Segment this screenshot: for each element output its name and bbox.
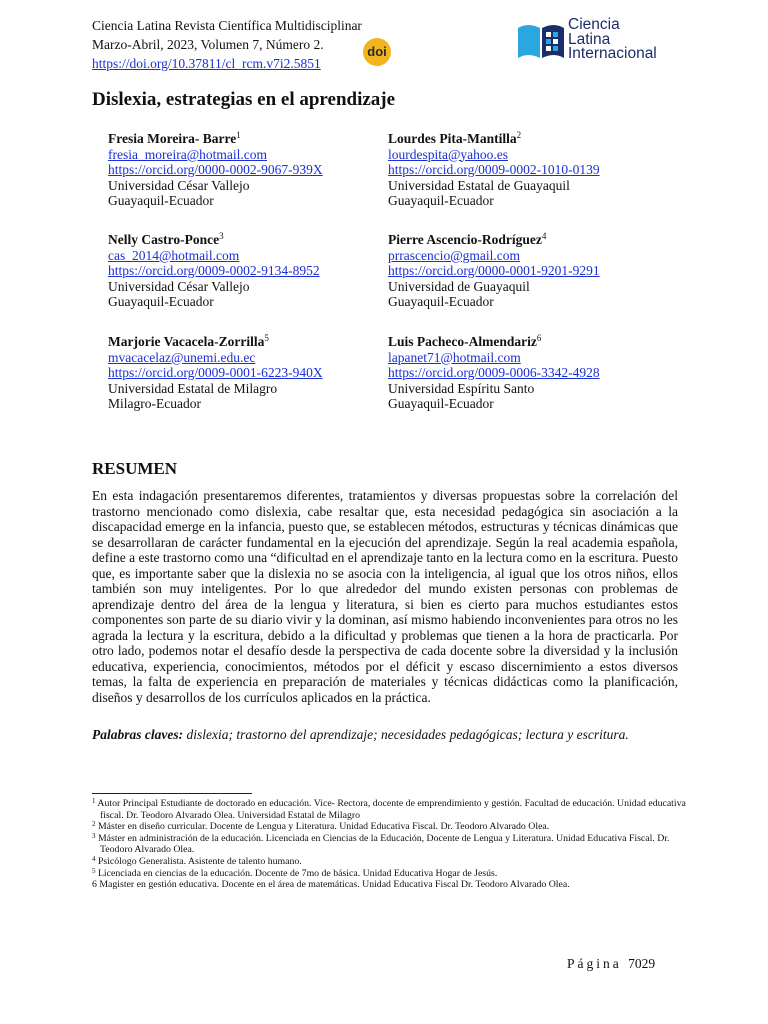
footnote: $^1$ Autor Principal Estudiante de doctorado en educación. Vice- Rectora, docente de emprendimiento y gestión. Facultad de educación. Unidad educativa fiscal. Dr. Teodoro Alvarado Olea. Universidad Estatal de Milagro — [92, 797, 686, 821]
author-affiliation: Universidad Estatal de Guayaquil — [388, 177, 570, 193]
author-footnote-ref: 6 — [536, 333, 542, 343]
author-footnote-ref: 4 — [541, 231, 547, 241]
author-footnote-ref: 2 — [516, 130, 522, 140]
keywords-text: dislexia; trastorno del aprendizaje; necesidades pedagógicas; lectura y escritura. — [183, 727, 629, 742]
page-number-value: 7029 — [628, 956, 656, 971]
author-orcid-link[interactable]: https://orcid.org/0009-0001-6223-940X — [108, 365, 323, 380]
author-email-link[interactable]: mvacacelaz@unemi.edu.ec — [108, 349, 256, 365]
author-name: Luis Pacheco-Almendariz$^6$ — [388, 333, 542, 349]
journal-issue: Marzo-Abril, 2023, Volumen 7, Número 2. — [92, 37, 324, 52]
author-orcid-link[interactable]: https://orcid.org/0009-0002-1010-0139 — [388, 162, 600, 177]
author-block — [388, 232, 688, 310]
author-affiliation: Universidad de Guayaquil — [388, 278, 530, 294]
footnote: $^3$ Máster en administración de la educación. Licenciada en Ciencias de la Educación, Docente de Lengua y Literatura. Unidad Educativa Fiscal. Dr. Teodoro Alvarado Olea. — [92, 831, 670, 856]
journal-name: Ciencia Latina Revista Científica Multidisciplinar — [92, 18, 362, 33]
author-email-link[interactable]: prrascencio@gmail.com — [388, 247, 521, 263]
author-orcid-link[interactable]: https://orcid.org/0009-0002-9134-8952 — [108, 263, 320, 278]
author-footnote-ref: 3 — [219, 231, 224, 241]
page-number — [567, 956, 655, 972]
author-block — [108, 334, 408, 412]
open-book-icon — [516, 20, 566, 60]
ciencia-latina-logo — [516, 14, 686, 64]
doi-link[interactable]: https://doi.org/10.37811/cl_rcm.v7i2.5851 — [92, 56, 321, 71]
author-block — [388, 131, 688, 209]
author-email-link[interactable]: lourdespita@yahoo.es — [388, 146, 509, 162]
keywords — [92, 727, 629, 743]
footnote: 6 Magister en gestión educativa. Docente en el área de matemáticas. Unidad Educativa Fiscal Dr. Teodoro Alvarado Olea. — [92, 879, 570, 891]
author-location: Guayaquil-Ecuador — [388, 396, 494, 411]
footnote: $^2$ Máster en diseño curricular. Docente de Lengua y Literatura. Unidad Educativa Fiscal. Dr. Teodoro Alvarado Olea. — [92, 820, 550, 833]
footnote: $^5$ Licenciada en ciencias de la educación. Docente de 7mo de básica. Unidad Educativa Hogar de Jesús. — [92, 866, 498, 879]
author-email-link[interactable]: cas_2014@hotmail.com — [108, 247, 240, 263]
keywords-label: Palabras claves: — [92, 727, 184, 742]
logo-line-2: Latina — [568, 30, 611, 48]
logo-wordmark — [568, 18, 657, 62]
page-label: Página — [567, 956, 622, 971]
author-location: Guayaquil-Ecuador — [388, 193, 494, 208]
author-name: Marjorie Vacacela-Zorrilla$^5$ — [108, 333, 269, 349]
doi-icon: doi — [363, 38, 391, 66]
footnote: $^4$ Psicólogo Generalista. Asistente de talento humano. — [92, 854, 302, 867]
author-location: Guayaquil-Ecuador — [108, 294, 214, 309]
logo-line-1: Ciencia — [568, 16, 620, 33]
author-email-link[interactable]: lapanet71@hotmail.com — [388, 349, 521, 365]
paper-title: Dislexia, estrategias en el aprendizaje — [92, 89, 396, 110]
footnote-divider — [92, 793, 252, 794]
author-orcid-link[interactable]: https://orcid.org/0000-0002-9067-939X — [108, 162, 323, 177]
author-block — [108, 232, 408, 310]
author-location: Guayaquil-Ecuador — [388, 294, 494, 309]
author-block — [108, 131, 408, 209]
author-affiliation: Universidad Espíritu Santo — [388, 380, 535, 396]
author-footnote-ref: 5 — [264, 333, 269, 343]
author-name: Nelly Castro-Ponce$^3$ — [108, 231, 224, 247]
author-name: Lourdes Pita-Mantilla$^2$ — [388, 130, 522, 146]
author-orcid-link[interactable]: https://orcid.org/0000-0001-9201-9291 — [388, 263, 600, 278]
author-affiliation: Universidad Estatal de Milagro — [108, 380, 278, 396]
abstract-text: En esta indagación presentaremos diferentes, tratamientos y diversas propuestas sobre la correlación del trastorno mencionado como dislexia, cabe resaltar que, esta necesidad pedagógica sin asociación a la discapacidad emerge en la infancia, puesto que, se establecen métodos, estructuras y técnicas dinámicas que se desarrollaran de carácter fundamental en la ejecución del aprendizaje. Según la real academia española, define a este trastorno como una “dificultad en el aprendizaje tanto en la lectura como en la escritura. Puesto que, es importante saber que la dislexia no se asocia con la inteligencia, al igual que los otros niños, ellos también son muy inteligentes. Por lo que alrededor del mundo existen personas con problemas de aprendizaje dentro del área de la lengua y literatura, si bien es cierto para muchos estudiantes estos componentes son parte de su diario vivir y la dominan, así mismo habiendo inconvenientes para otros no les agrada la lectura y la escritura, debido a la dificultad y problemas que tienen a la hora de practicarla. Por otro lado, podemos notar el desafío desde la perspectiva de cada docente sobre la diversidad y la inclusión educativa, experiencia, conocimientos, métodos por el déficit y escaso discernimiento a estos diversos temas, la falta de experiencia en preparación de materiales y técnicas didácticas como la planificación, diseños y desarrollos de los currículos aplicados en la práctica. — [92, 488, 678, 705]
author-email-link[interactable]: fresia_moreira@hotmail.com — [108, 146, 268, 162]
author-affiliation: Universidad César Vallejo — [108, 278, 250, 294]
footnotes — [92, 798, 692, 891]
author-location: Milagro-Ecuador — [108, 396, 201, 411]
author-orcid-link[interactable]: https://orcid.org/0009-0006-3342-4928 — [388, 365, 600, 380]
author-block — [388, 334, 688, 412]
author-footnote-ref: 1 — [236, 130, 241, 140]
author-location: Guayaquil-Ecuador — [108, 193, 214, 208]
author-name: Pierre Ascencio-Rodríguez$^4$ — [388, 231, 547, 247]
author-name: Fresia Moreira- Barre$^1$ — [108, 130, 241, 146]
resumen-heading: RESUMEN — [92, 459, 178, 478]
logo-line-3: Internacional — [568, 45, 657, 62]
author-affiliation: Universidad César Vallejo — [108, 177, 250, 193]
